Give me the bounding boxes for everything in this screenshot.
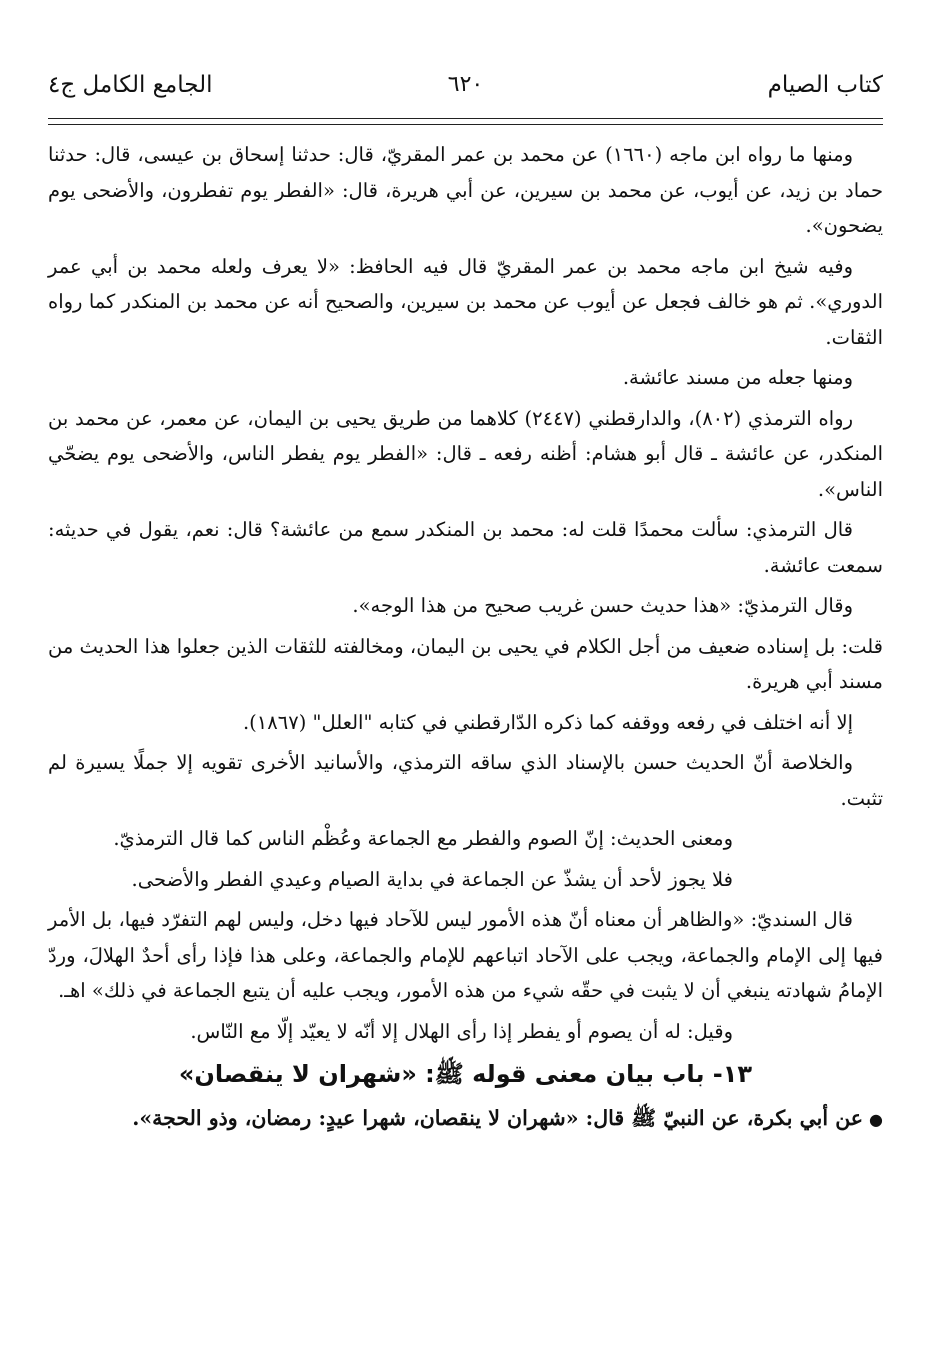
bullet-icon: ●: [869, 1109, 883, 1129]
hadith-paragraph: [48, 1101, 883, 1138]
paragraph: رواه الترمذي (٨٠٢)، والدارقطني (٢٤٤٧) كلاهما من طريق يحيى بن اليمان، عن معمر، عن محمد بن المنكدر، عن عائشة ـ قال أبو هشام: أظنه رفعه ـ قال: «الفطر يوم يفطر الناس، والأضحى يوم يضحّي الناس».: [48, 406, 883, 501]
paragraph: وقال الترمذيّ: «هذا حديث حسن غريب صحيح من هذا الوجه».: [352, 594, 853, 617]
last-paragraph: وقيل: له أن يصوم أو يفطر إذا رأى الهلال إلا أنّه لا يعيّد إلّا مع النّاس.: [190, 1019, 733, 1043]
sindi-paragraph: قال السنديّ: «والظاهر أن معناه أنّ هذه الأمور ليس للآحاد فيها دخل، وليس لهم التفرّد فيها، بل الأمر فيها إلى الإمام والجماعة، ويجب على الآحاد اتباعهم للإمام والجماعة، وعلى هذا فإذا رأى أحدٌ الهلالَ، وردّ الإمامُ شهادته ينبغي أن لا يثبت في حقّه شيء من هذه الأمور، ويجب عليه أن يتبع الجماعة في ذلك» اهـ.: [48, 908, 883, 1002]
header-rule-thin: [48, 124, 883, 125]
hadith-text: عن أبي بكرة، عن النبيّ ﷺ قال: «شهران لا ينقصان، شهرا عيدٍ: رمضان، وذو الحجة».: [132, 1105, 864, 1130]
header-page-number: ٦٢٠: [447, 72, 484, 97]
paragraph: ومنها جعله من مسند عائشة.: [622, 366, 853, 389]
paragraph: قلت: بل إسناده ضعيف من أجل الكلام في يحيى بن اليمان، ومخالفته للثقات الذين جعلوا هذا الحديث من مسند أبي هريرة.: [48, 634, 883, 693]
header-book-title: الجامع الكامل ج٤: [48, 72, 213, 98]
paragraph: والخلاصة أنّ الحديث حسن بالإسناد الذي ساقه الترمذي، والأسانيد الأخرى تقويه إلا جملًا يسيرة لم تثبت.: [48, 751, 883, 810]
running-header: [48, 66, 883, 106]
chapter-heading: ١٣- باب بيان معنى قوله ﷺ: «شهران لا ينقصان»: [178, 1060, 753, 1088]
indented-paragraph: فلا يجوز لأحد أن يشذّ عن الجماعة في بداية الصيام وعيدي الفطر والأضحى.: [131, 867, 733, 891]
paragraph: قال الترمذي: سألت محمدًا قلت له: محمد بن المنكدر سمع من عائشة؟ قال: نعم، يقول في حديثه: سمعت عائشة.: [48, 518, 883, 577]
header-book-section: كتاب الصيام: [767, 72, 883, 98]
page-body: [48, 137, 883, 1142]
indented-paragraph: ومعنى الحديث: إنّ الصوم والفطر مع الجماعة وعُظْم الناس كما قال الترمذيّ.: [113, 827, 733, 850]
paragraph: إلا أنه اختلف في رفعه ووقفه كما ذكره الدّارقطني في كتابه "العلل" (١٨٦٧).: [242, 710, 853, 734]
paragraph: ومنها ما رواه ابن ماجه (١٦٦٠) عن محمد بن عمر المقريّ، قال: حدثنا إسحاق بن عيسى، قال: حدثنا حماد بن زيد، عن أيوب، عن محمد بن سيرين، عن أبي هريرة، قال: «الفطر يوم تفطرون، والأضحى يوم يضحون».: [48, 143, 883, 237]
paragraph: وفيه شيخ ابن ماجه محمد بن عمر المقريّ قال فيه الحافظ: «لا يعرف ولعله محمد بن أبي عمر الدوري». ثم هو خالف فجعل عن أيوب عن محمد بن سيرين، والصحيح أنه عن محمد بن المنكدر كما رواه الثقات.: [48, 254, 883, 349]
header-rule-thick: [48, 118, 883, 119]
